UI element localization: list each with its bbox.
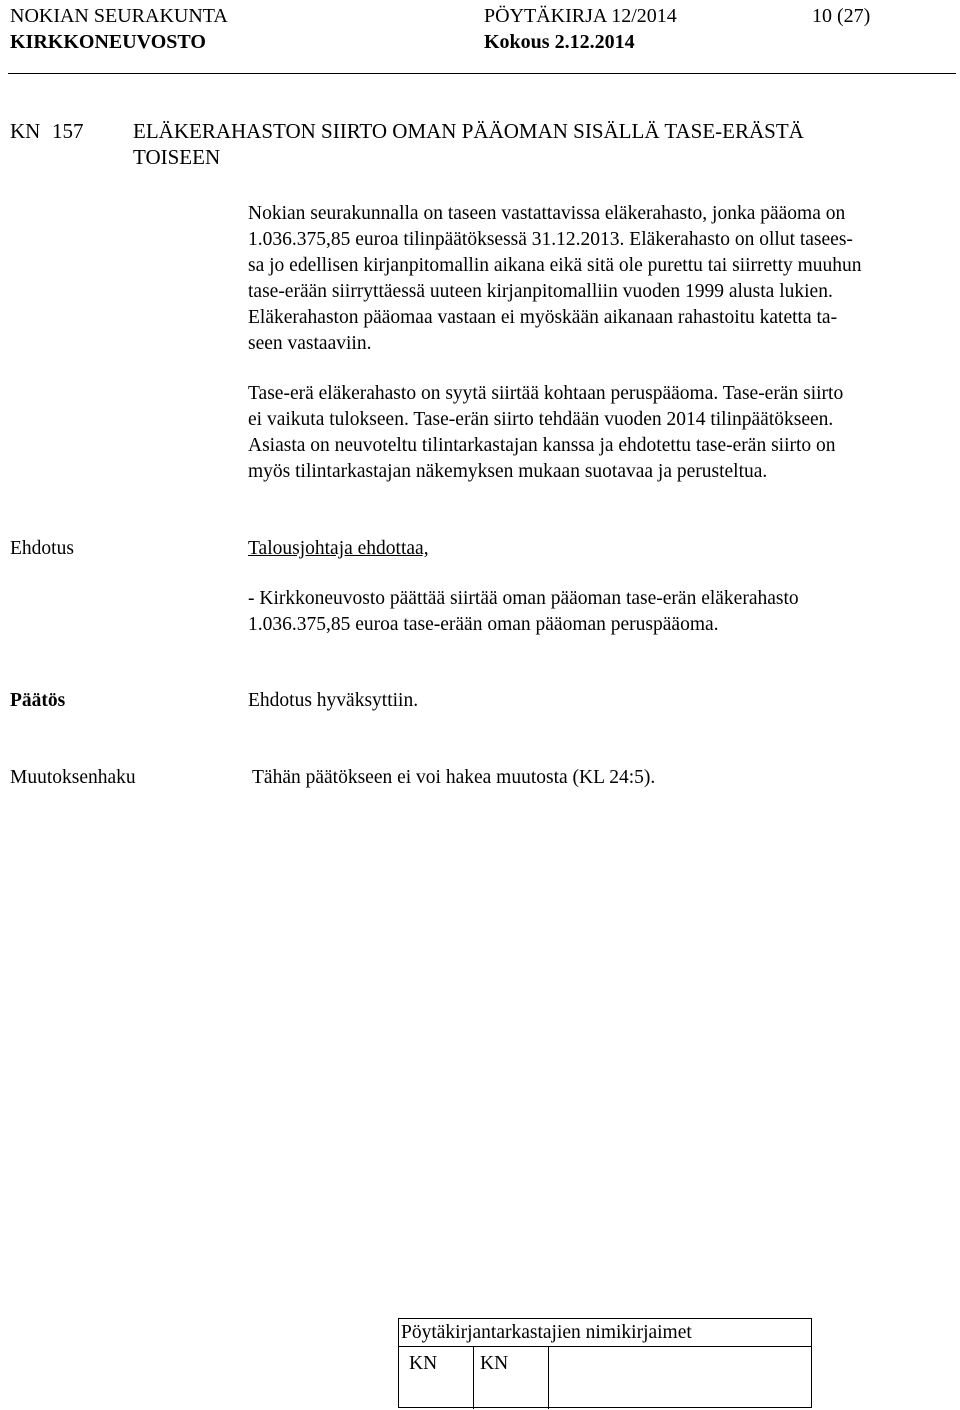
header-page-number: 10 (27) (812, 5, 871, 27)
section-title-line-2: TOISEEN (133, 145, 221, 169)
decision-label: Päätös (10, 690, 66, 711)
header-divider (8, 73, 956, 74)
header-organization: NOKIAN SEURAKUNTA (10, 5, 228, 27)
signature-box-title: Pöytäkirjantarkastajien nimikirjaimet (399, 1319, 811, 1347)
decision-text: Ehdotus hyväksyttiin. (248, 690, 419, 711)
paragraph-line: Tase-erä eläkerahasto on syytä siirtää kohtaan peruspääoma. Tase-erän siirto (248, 383, 844, 404)
header-body-name: KIRKKONEUVOSTO (10, 31, 206, 53)
paragraph-line: 1.036.375,85 euroa tilinpäätöksessä 31.12.2013. Eläkerahasto on ollut tasees- (248, 229, 853, 250)
paragraph-background (248, 201, 958, 357)
header-meeting-date: Kokous 2.12.2014 (484, 31, 635, 53)
paragraph-line: Nokian seurakunnalla on taseen vastattavissa eläkerahasto, jonka pääoma on (248, 203, 846, 224)
paragraph-rationale (248, 381, 958, 485)
proposal-proposer: Talousjohtaja ehdottaa, (248, 538, 429, 559)
paragraph-line: ei vaikuta tulokseen. Tase-erän siirto tehdään vuoden 2014 tilinpäätökseen. (248, 409, 834, 430)
paragraph-line: Asiasta on neuvoteltu tilintarkastajan kanssa ja ehdotettu tase-erän siirto on (248, 435, 836, 456)
proposal-item-line-2: 1.036.375,85 euroa tase-erään oman pääoman peruspääoma. (248, 614, 719, 635)
signature-initials-1: KN (399, 1347, 474, 1409)
section-title-line-1: ELÄKERAHASTON SIIRTO OMAN PÄÄOMAN SISÄLLÄ TASE-ERÄSTÄ (133, 119, 804, 143)
paragraph-line: tase-erään siirryttäessä uuteen kirjanpitomalliin vuoden 1999 alusta lukien. (248, 281, 833, 302)
paragraph-line: sa jo edellisen kirjanpitomallin aikana eikä sitä ole purettu tai siirretty muuhun (248, 255, 862, 276)
header-document-title: PÖYTÄKIRJA 12/2014 (484, 5, 677, 27)
section-code: KN (10, 119, 41, 143)
proposal-item-line-1: - Kirkkoneuvosto päättää siirtää oman pääoman tase-erän eläkerahasto (248, 588, 799, 609)
section-number: 157 (52, 119, 84, 143)
appeal-text: Tähän päätökseen ei voi hakea muutosta (KL 24:5). (252, 767, 656, 788)
paragraph-line: seen vastaaviin. (248, 333, 372, 354)
signature-initials-2: KN (474, 1347, 549, 1409)
proposal-label: Ehdotus (10, 538, 74, 559)
signature-empty-cell (549, 1347, 811, 1409)
appeal-label: Muutoksenhaku (10, 767, 136, 788)
paragraph-line: myös tilintarkastajan näkemyksen mukaan suotavaa ja perusteltua. (248, 461, 768, 482)
signature-box (398, 1318, 812, 1408)
paragraph-line: Eläkerahaston pääomaa vastaan ei myöskään aikanaan rahastoitu katetta ta- (248, 307, 838, 328)
